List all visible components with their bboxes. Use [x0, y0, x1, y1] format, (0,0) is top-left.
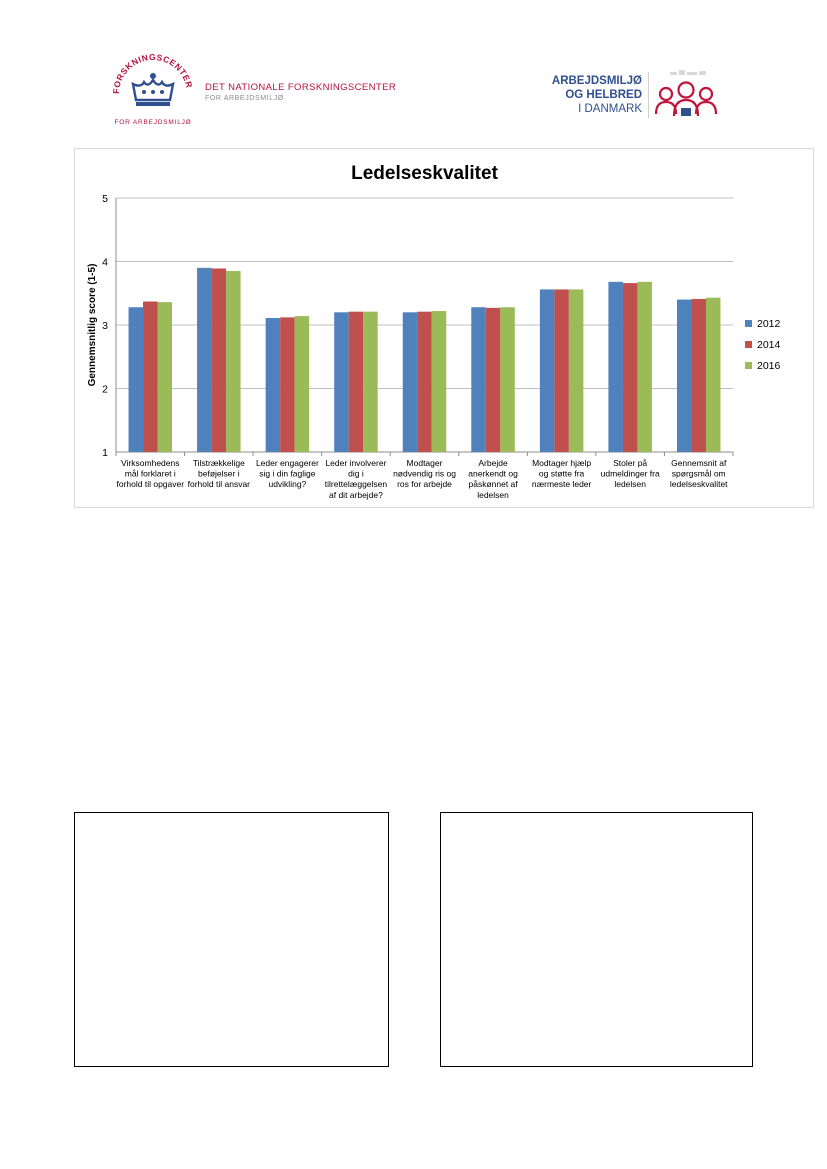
bar-2014 [623, 283, 638, 452]
x-category-label-line: Arbejde [478, 458, 508, 468]
x-category-label-line: nærmeste leder [531, 479, 592, 490]
bar-2014 [554, 289, 569, 452]
bar-2012 [266, 318, 281, 452]
bar-2016 [637, 282, 652, 452]
logo-divider [648, 72, 649, 118]
empty-box-left [74, 812, 389, 1067]
bar-2014 [212, 268, 227, 452]
y-tick-label: 4 [102, 256, 108, 269]
x-category-label [393, 458, 456, 489]
x-category-label-line: Modtager [406, 458, 443, 468]
x-category-label-line: ledelsen [614, 479, 647, 490]
x-category-label-line: nødvendig ris og [393, 468, 456, 479]
legend-label: 2014 [757, 339, 781, 351]
y-tick-label: 2 [102, 383, 108, 396]
bar-2012 [334, 312, 349, 452]
ahd-logo-text [540, 74, 642, 116]
legend-swatch-2014 [745, 341, 752, 348]
crown-icon [133, 74, 173, 107]
x-category-label-line: spørgsmål om [671, 468, 726, 479]
legend-label: 2016 [757, 360, 781, 372]
svg-text:FOR ARBEJDSMILJØ: FOR ARBEJDSMILJØ [114, 119, 192, 126]
bar-2014 [349, 312, 364, 452]
legend-label: 2012 [757, 318, 781, 330]
chart-frame [74, 148, 814, 508]
x-category-label-line: tilrettelæggelsen [324, 479, 388, 490]
bar-2016 [569, 289, 584, 452]
ahd-line3: I DANMARK [578, 103, 642, 115]
bar-2016 [226, 271, 241, 452]
bar-2012 [403, 312, 418, 452]
bar-2016 [432, 311, 447, 452]
bar-2016 [500, 307, 515, 452]
bar-chart [75, 149, 813, 507]
x-category-label-line: udvikling? [268, 479, 307, 490]
nfa-line1: DET NATIONALE FORSKNINGSCENTER [205, 82, 397, 93]
x-category-label-line: påskønnet af [468, 479, 518, 490]
bar-2014 [691, 299, 706, 452]
bar-2016 [706, 298, 721, 452]
x-category-label-line: ledelseskvalitet [669, 479, 728, 490]
bar-2012 [471, 307, 486, 452]
legend-swatch-2012 [745, 320, 752, 327]
y-tick-label: 5 [102, 193, 108, 205]
x-category-label [532, 458, 592, 489]
forskningscenter-logo [108, 52, 198, 132]
y-tick-label: 3 [102, 320, 108, 332]
seal-text: FORSKNINGSCENTER [110, 52, 195, 95]
chart-title: Ledelseskvalitet [351, 163, 498, 184]
x-category-label-line: mål forklaret i [124, 468, 176, 479]
x-category-label-line: af dit arbejde? [329, 489, 383, 500]
x-category-label [116, 458, 184, 489]
x-category-label-line: Modtager hjælp [532, 458, 592, 468]
y-tick-label: 1 [102, 447, 108, 459]
nfa-line2: FOR ARBEJDSMILJØ [205, 95, 284, 102]
legend-swatch-2016 [745, 362, 752, 369]
bar-2012 [197, 268, 212, 452]
bar-2016 [158, 302, 173, 452]
x-category-label-line: Gennemsnit af [671, 458, 727, 468]
bar-2016 [295, 316, 310, 452]
x-category-label [325, 458, 388, 500]
x-category-label-line: og støtte fra [538, 468, 585, 479]
x-category-label-line: dig i [348, 468, 364, 479]
bar-2012 [608, 282, 623, 452]
x-category-label-line: anerkendt og [468, 468, 518, 479]
empty-box-right [440, 812, 753, 1067]
x-category-label-line: Virksomhedens [121, 458, 180, 468]
bar-2014 [143, 302, 158, 452]
bar-2016 [363, 312, 378, 452]
bar-2014 [486, 308, 501, 452]
y-axis-label: Gennemsnitlig score (1-5) [87, 263, 98, 387]
bar-2012 [540, 289, 555, 452]
x-category-label-line: udmeldinger fra [600, 468, 660, 479]
x-category-label-line: Leder engagerer [255, 458, 319, 468]
ahd-line1: ARBEJDSMILJØ [551, 75, 642, 87]
x-category-label [256, 458, 319, 489]
x-category-label [188, 458, 251, 489]
bar-2014 [417, 312, 432, 452]
x-category-label-line: forhold til ansvar [187, 479, 251, 490]
x-category-label-line: ros for arbejde [397, 479, 452, 490]
x-category-label-line: Leder involverer [325, 458, 387, 468]
bar-2012 [677, 300, 692, 452]
x-category-label-line: Tilstrækkelige [192, 458, 245, 468]
x-category-label-line: beføjelser i [198, 468, 240, 479]
bar-2012 [129, 307, 144, 452]
x-category-label [468, 458, 518, 500]
x-category-label-line: ledelsen [477, 489, 509, 500]
nfa-name [205, 82, 396, 102]
ahd-line2: OG HELBRED [565, 89, 642, 101]
x-category-label-line: forhold til opgaver [116, 479, 185, 490]
x-category-label-line: Stoler på [613, 458, 648, 468]
bar-2014 [280, 317, 295, 452]
x-category-label [670, 458, 728, 489]
x-category-label [601, 458, 660, 489]
people-icon [652, 68, 722, 120]
x-category-label-line: sig i din faglige [259, 468, 316, 479]
